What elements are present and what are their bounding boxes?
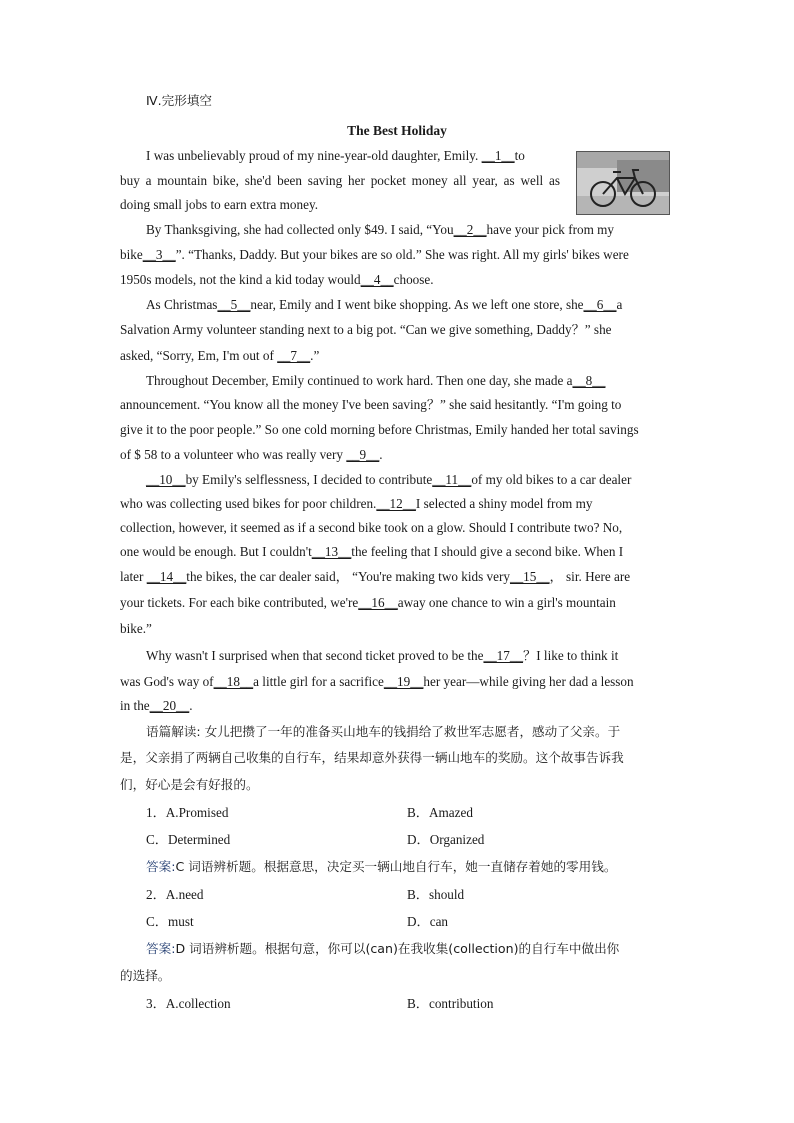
answer-label: 答案: xyxy=(146,941,176,956)
section-heading: Ⅳ.完形填空 xyxy=(146,93,213,108)
q1-option-d[interactable]: D．Organized xyxy=(407,832,485,847)
blank-4[interactable]: __4__ xyxy=(360,272,394,287)
p3-line3: asked, “Sorry, Em, I'm out of __7__.” xyxy=(120,348,320,363)
blank-16[interactable]: __16__ xyxy=(358,595,398,610)
p2-line1: By Thanksgiving, she had collected only $49. I said, “You__2__have your pick from my xyxy=(146,222,614,237)
blank-13[interactable]: __13__ xyxy=(311,544,352,559)
blank-5[interactable]: __5__ xyxy=(217,297,251,312)
p2-line2: bike__3__”. “Thanks, Daddy. But your bikes are so old.” She was right. All my girls' bikes were xyxy=(120,247,629,262)
blank-19[interactable]: __19__ xyxy=(383,674,424,689)
q1-answer: 答案:C 词语辨析题。根据意思，决定买一辆山地自行车，她一直储存着她的零用钱。 xyxy=(146,859,617,874)
p3-line2: Salvation Army volunteer standing next to a big pot. “Can we give something, Daddy？” she xyxy=(120,322,612,337)
blank-15[interactable]: __15__ xyxy=(509,569,550,584)
p1-line3: doing small jobs to earn extra money. xyxy=(120,197,319,212)
blank-6[interactable]: __6__ xyxy=(583,297,617,312)
blank-2[interactable]: __2__ xyxy=(453,222,487,237)
q1-option-c[interactable]: C．Determined xyxy=(146,832,231,847)
p5-line6: your tickets. For each bike contributed, we're__16__away one chance to win a girl's mountain xyxy=(120,595,616,610)
blank-20[interactable]: __20__ xyxy=(149,698,190,713)
blank-17[interactable]: __17__ xyxy=(483,648,524,663)
p5-line1: __10__by Emily's selflessness, I decided to contribute__11__of my old bikes to a car dealer xyxy=(146,472,632,487)
blank-3[interactable]: __3__ xyxy=(142,247,176,262)
passage-title: The Best Holiday xyxy=(347,123,447,138)
p4-line3: give it to the poor people.” So one cold morning before Christmas, Emily handed her total savings xyxy=(120,422,639,437)
p6-line2: was God's way of__18__a little girl for a sacrifice__19__her year—while giving her dad a lesson xyxy=(120,674,634,689)
p5-line7: bike.” xyxy=(120,621,152,636)
p6-line3: in the__20__. xyxy=(120,698,193,713)
q2-option-d[interactable]: D．can xyxy=(407,914,449,929)
p5-line2: who was collecting used bikes for poor children.__12__I selected a shiny model from my xyxy=(120,496,593,511)
q2-option-b[interactable]: B．should xyxy=(407,887,465,902)
blank-14[interactable]: __14__ xyxy=(146,569,187,584)
blank-9[interactable]: __9__ xyxy=(346,447,380,462)
analysis-line1: 语篇解读: 女儿把攒了一年的准备买山地车的钱捐给了救世军志愿者，感动了父亲。于 xyxy=(146,724,621,739)
p4-line2: announcement. “You know all the money I've been saving？” she said hesitantly. “I'm going to xyxy=(120,397,622,412)
q3-option-a[interactable]: 3．A.collection xyxy=(146,996,231,1011)
p1-line2: buy a mountain bike, she'd been saving her pocket money all year, as well as xyxy=(120,173,560,188)
q1-option-b[interactable]: B．Amazed xyxy=(407,805,473,820)
blank-18[interactable]: __18__ xyxy=(213,674,254,689)
p5-line5: later __14__the bikes, the car dealer said， “You're making two kids very__15__， sir. Here are xyxy=(120,569,631,584)
bicycle-icon xyxy=(577,152,669,214)
answer-label: 答案: xyxy=(146,859,176,874)
blank-1[interactable]: __1__ xyxy=(481,148,515,163)
q1-option-a[interactable]: 1．A.Promised xyxy=(146,805,229,820)
p5-line4: one would be enough. But I couldn't__13__the feeling that I should give a second bike. When I xyxy=(120,544,624,559)
p3-line1: As Christmas__5__near, Emily and I went bike shopping. As we left one store, she__6__a xyxy=(146,297,623,312)
q2-answer: 答案:D 词语辨析题。根据句意，你可以(can)在我收集(collection)的自行车中做出你 xyxy=(146,941,620,956)
analysis-line3: 们，好心是会有好报的。 xyxy=(120,777,259,792)
p2-line3: 1950s models, not the kind a kid today would__4__choose. xyxy=(120,272,434,287)
p1-line1: I was unbelievably proud of my nine-year-old daughter, Emily. __1__to xyxy=(146,148,525,163)
q2-option-a[interactable]: 2．A.need xyxy=(146,887,204,902)
p4-line4: of $ 58 to a volunteer who was really very __9__. xyxy=(120,447,383,462)
blank-7[interactable]: __7__ xyxy=(277,348,311,363)
p4-line1: Throughout December, Emily continued to work hard. Then one day, she made a__8__ xyxy=(146,373,606,388)
blank-8[interactable]: __8__ xyxy=(572,373,606,388)
q3-option-b[interactable]: B．contribution xyxy=(407,996,494,1011)
p5-line3: collection, however, it seemed as if a second bike took on a glow. Should I contribute two? No, xyxy=(120,520,623,535)
p6-line1: Why wasn't I surprised when that second ticket proved to be the__17__？I like to think it xyxy=(146,648,619,663)
blank-10[interactable]: __10__ xyxy=(146,472,186,487)
blank-12[interactable]: __12__ xyxy=(376,496,416,511)
blank-11[interactable]: __11__ xyxy=(432,472,472,487)
q2-option-c[interactable]: C．must xyxy=(146,914,194,929)
q2-answer-cont: 的选择。 xyxy=(120,968,171,983)
analysis-line2: 是，父亲捐了两辆自己收集的自行车，结果却意外获得一辆山地车的奖励。这个故事告诉我 xyxy=(120,750,624,765)
bicycle-photo xyxy=(576,151,670,215)
